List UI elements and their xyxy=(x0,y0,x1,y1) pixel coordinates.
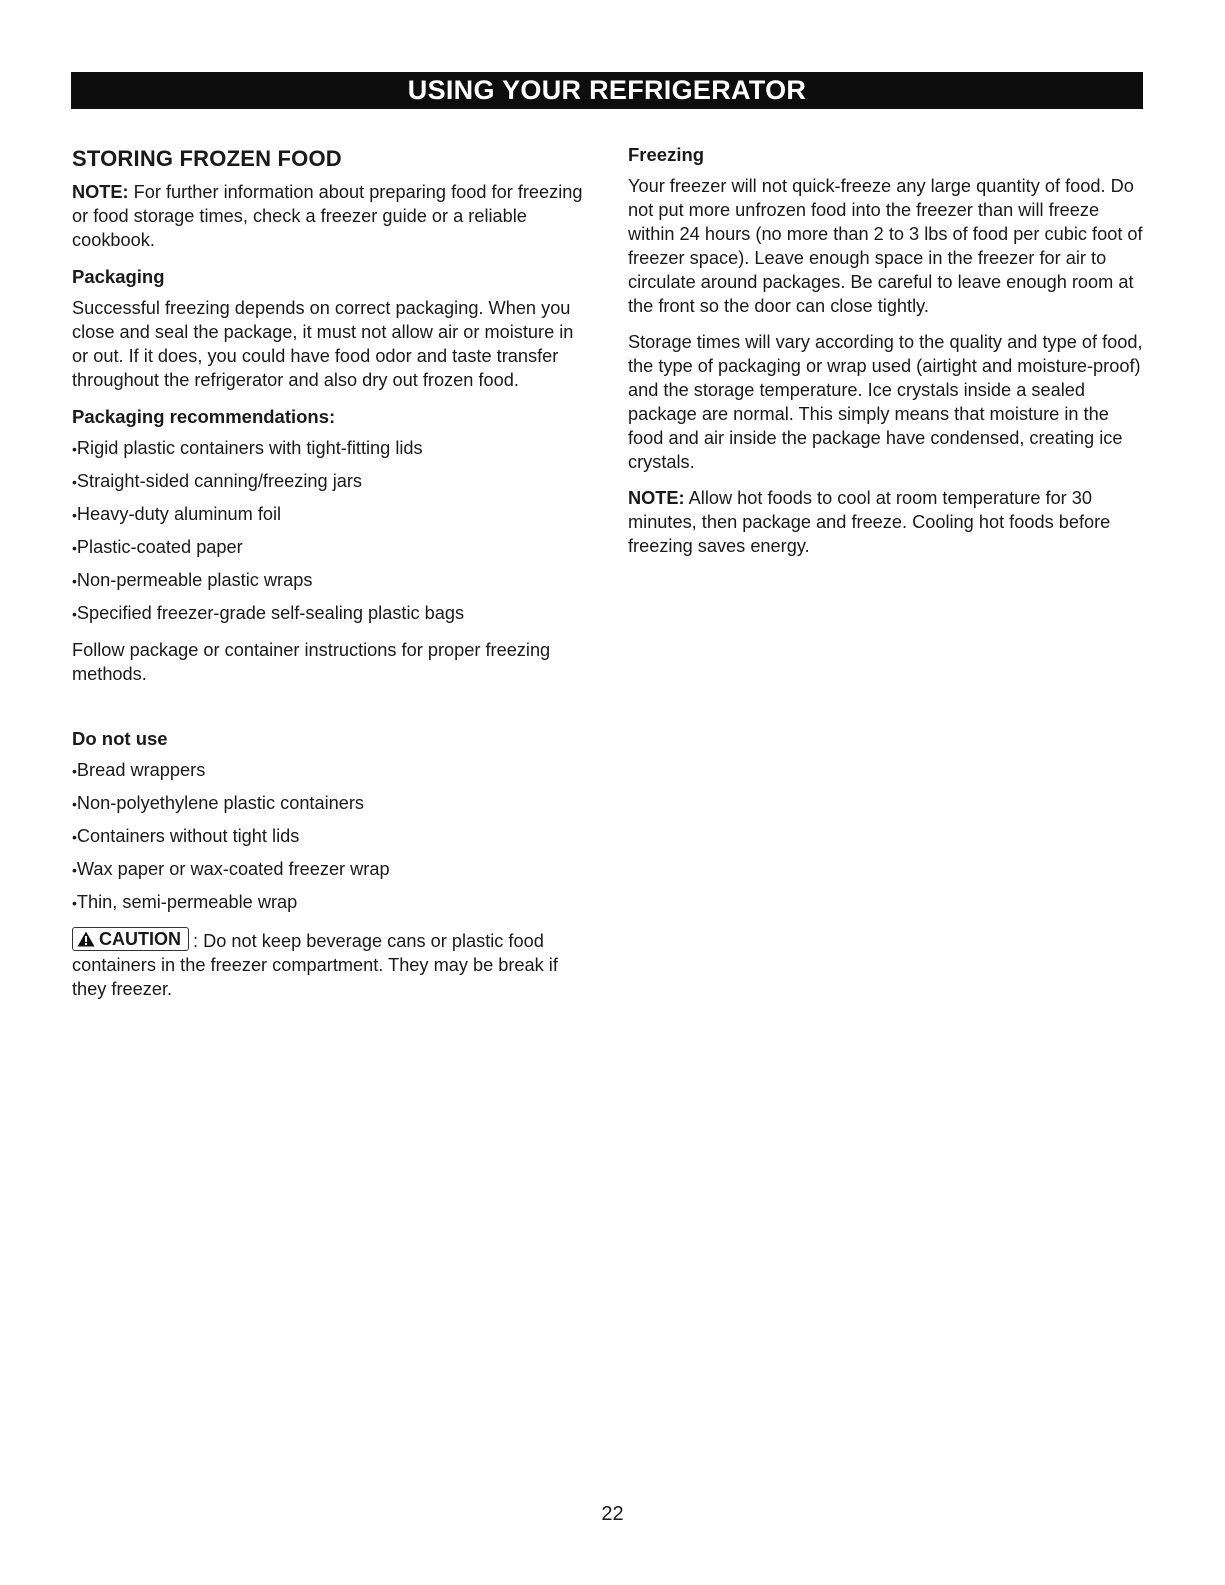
freezing-paragraph-1: Your freezer will not quick-freeze any large quantity of food. Do not put more unfrozen food into the freezer than will freeze within 24 hours (no more than 2 to 3 lbs of food per cubic foot of freezer space). Leave enough space in the freezer for air to circulate around packages. Be careful to leave enough room at the front so the door can close tightly. xyxy=(628,176,1143,316)
note-paragraph xyxy=(72,180,592,252)
recommendations-heading: Packaging recommendations: xyxy=(72,406,336,427)
freezing-heading: Freezing xyxy=(628,144,705,165)
note-label: NOTE: xyxy=(628,488,685,508)
list-item: • Non-polyethylene plastic containers xyxy=(72,791,592,816)
list-item: • Plastic-coated paper xyxy=(72,535,592,560)
note-paragraph xyxy=(628,486,1148,558)
note-text: Allow hot foods to cool at room temperature for 30 minutes, then package and freeze. Cooling hot foods before freezing saves energy. xyxy=(628,488,1111,556)
do-not-use-list xyxy=(72,758,592,915)
caution-label: CAUTION xyxy=(99,929,181,949)
list-item: • Straight-sided canning/freezing jars xyxy=(72,469,592,494)
caution-badge xyxy=(72,927,189,951)
header-title: USING YOUR REFRIGERATOR xyxy=(407,75,807,105)
section-title: STORING FROZEN FOOD xyxy=(72,146,342,171)
list-item: • Non-permeable plastic wraps xyxy=(72,568,592,593)
list-item: • Rigid plastic containers with tight-fitting lids xyxy=(72,436,592,461)
note-text: For further information about preparing food for freezing or food storage times, check a freezer guide or a reliable cookbook. xyxy=(72,182,583,250)
list-item: • Wax paper or wax-coated freezer wrap xyxy=(72,857,592,882)
page-number: 22 xyxy=(601,1503,624,1525)
list-item: • Specified freezer-grade self-sealing plastic bags xyxy=(72,601,592,626)
follow-text: Follow package or container instructions for proper freezing methods. xyxy=(72,640,551,684)
caution-text: : Do not keep beverage cans or plastic food containers in the freezer compartment. They may be break if they freezer. xyxy=(72,931,558,999)
note-label: NOTE: xyxy=(72,182,129,202)
list-item: • Bread wrappers xyxy=(72,758,592,783)
freezing-paragraph-2: Storage times will vary according to the quality and type of food, the type of packaging or wrap used (airtight and moisture-proof) and the storage temperature. Ice crystals inside a sealed package are normal. This simply means that moisture in the food and air inside the package have condensed, creating ice crystals. xyxy=(628,332,1143,472)
do-not-use-heading: Do not use xyxy=(72,728,168,749)
list-item: • Heavy-duty aluminum foil xyxy=(72,502,592,527)
packaging-text: Successful freezing depends on correct packaging. When you close and seal the package, it must not allow air or moisture in or out. If it does, you could have food odor and taste transfer throughout the refrigerator and also dry out frozen food. xyxy=(72,298,574,390)
warning-triangle-icon xyxy=(77,931,95,947)
list-item: • Thin, semi-permeable wrap xyxy=(72,890,592,915)
packaging-heading: Packaging xyxy=(72,266,165,287)
page-header xyxy=(71,72,1143,109)
right-column xyxy=(628,140,1148,570)
caution-paragraph xyxy=(72,927,592,1001)
recommendations-list xyxy=(72,436,592,626)
list-item: • Containers without tight lids xyxy=(72,824,592,849)
left-column xyxy=(72,140,592,1013)
